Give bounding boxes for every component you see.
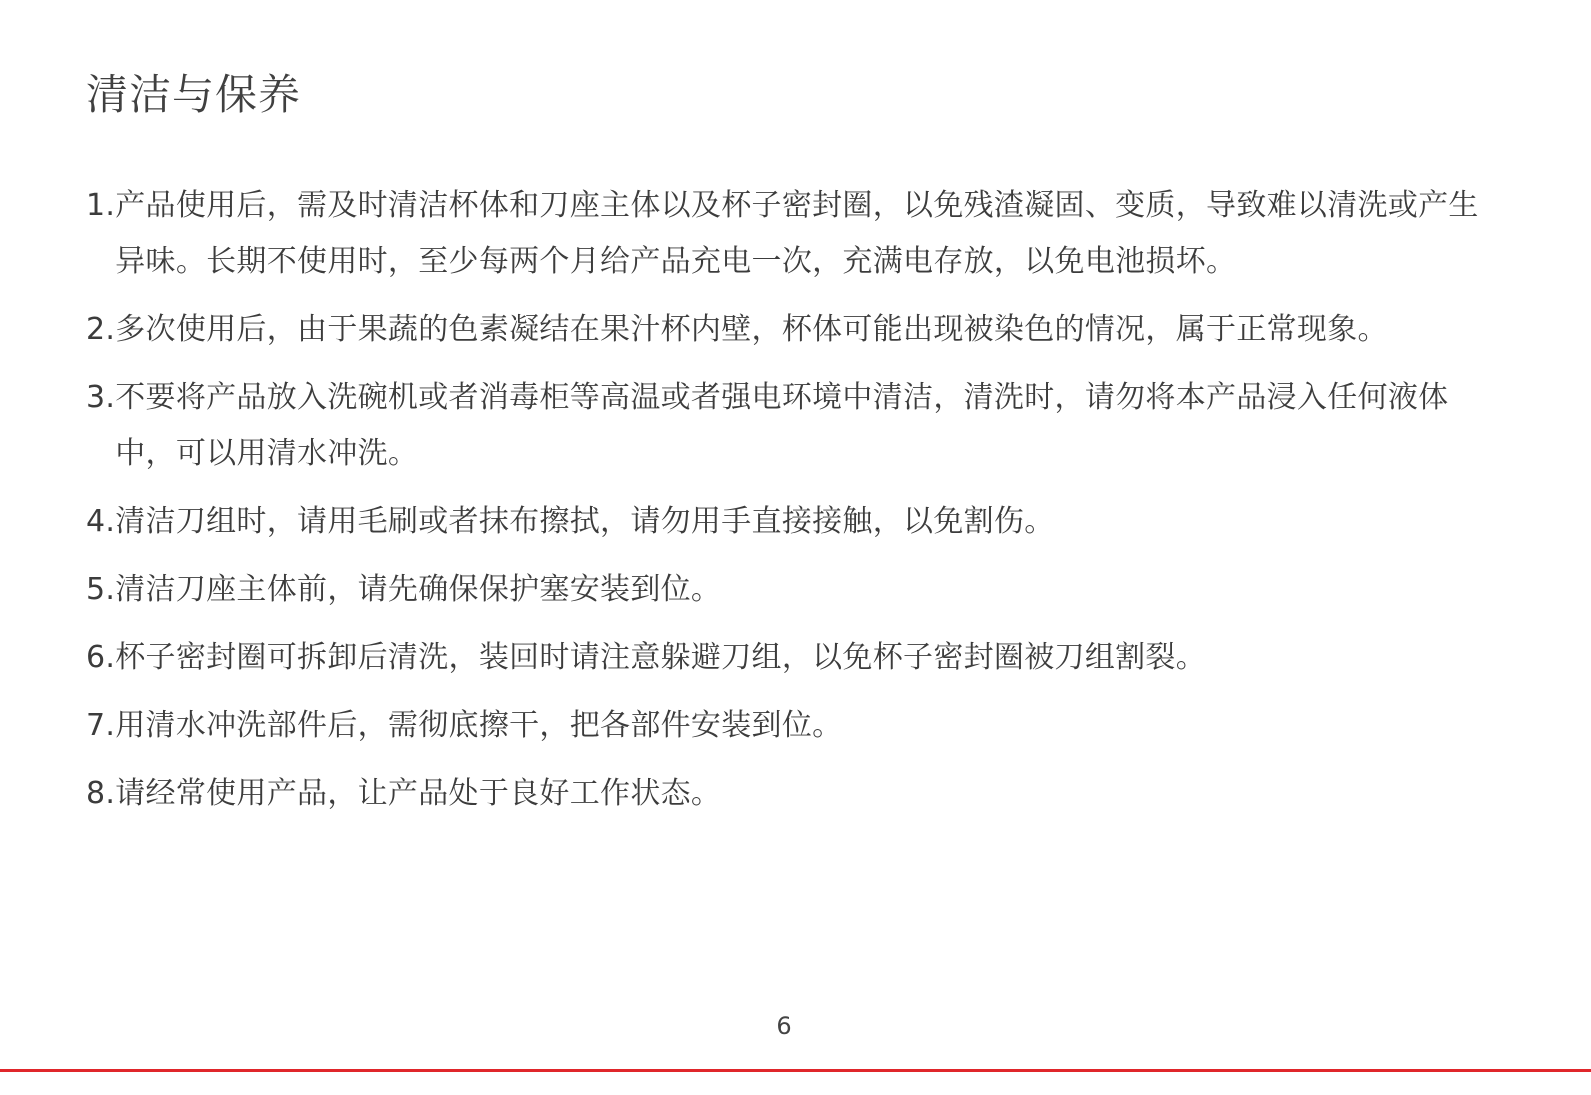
list-item bbox=[86, 766, 1506, 822]
item-number: 2. bbox=[86, 312, 116, 347]
item-text: 请经常使用产品，让产品处于良好工作状态。 bbox=[115, 776, 722, 811]
item-text: 清洁刀座主体前，请先确保保护塞安装到位。 bbox=[115, 572, 722, 607]
list-item bbox=[86, 562, 1506, 618]
item-number: 3. bbox=[86, 380, 116, 415]
item-number: 1. bbox=[86, 188, 116, 223]
list-item bbox=[86, 178, 1506, 290]
item-number: 5. bbox=[86, 572, 116, 607]
item-number: 4. bbox=[86, 504, 116, 539]
item-number: 7. bbox=[86, 708, 116, 743]
item-number: 8. bbox=[86, 776, 116, 811]
care-instructions-list bbox=[86, 178, 1506, 834]
item-text: 杯子密封圈可拆卸后清洗，装回时请注意躲避刀组，以免杯子密封圈被刀组割裂。 bbox=[115, 640, 1207, 675]
item-text: 不要将产品放入洗碗机或者消毒柜等高温或者强电环境中清洁，清洗时，请勿将本产品浸入任何液体中，可以用清水冲洗。 bbox=[115, 380, 1449, 471]
page-number: 6 bbox=[776, 1012, 792, 1040]
list-item bbox=[86, 698, 1506, 754]
item-text: 产品使用后，需及时清洁杯体和刀座主体以及杯子密封圈，以免残渣凝固、变质，导致难以清洗或产生异味。长期不使用时，至少每两个月给产品充电一次，充满电存放，以免电池损坏。 bbox=[115, 188, 1479, 279]
list-item bbox=[86, 494, 1506, 550]
list-item bbox=[86, 302, 1506, 358]
footer-divider bbox=[0, 1069, 1591, 1072]
item-text: 多次使用后，由于果蔬的色素凝结在果汁杯内壁，杯体可能出现被染色的情况，属于正常现象。 bbox=[115, 312, 1388, 347]
page-title: 清洁与保养 bbox=[86, 70, 302, 119]
item-text: 清洁刀组时，请用毛刷或者抹布擦拭，请勿用手直接接触，以免割伤。 bbox=[115, 504, 1055, 539]
list-item bbox=[86, 630, 1506, 686]
item-text: 用清水冲洗部件后，需彻底擦干，把各部件安装到位。 bbox=[115, 708, 843, 743]
item-number: 6. bbox=[86, 640, 116, 675]
list-item bbox=[86, 370, 1506, 482]
